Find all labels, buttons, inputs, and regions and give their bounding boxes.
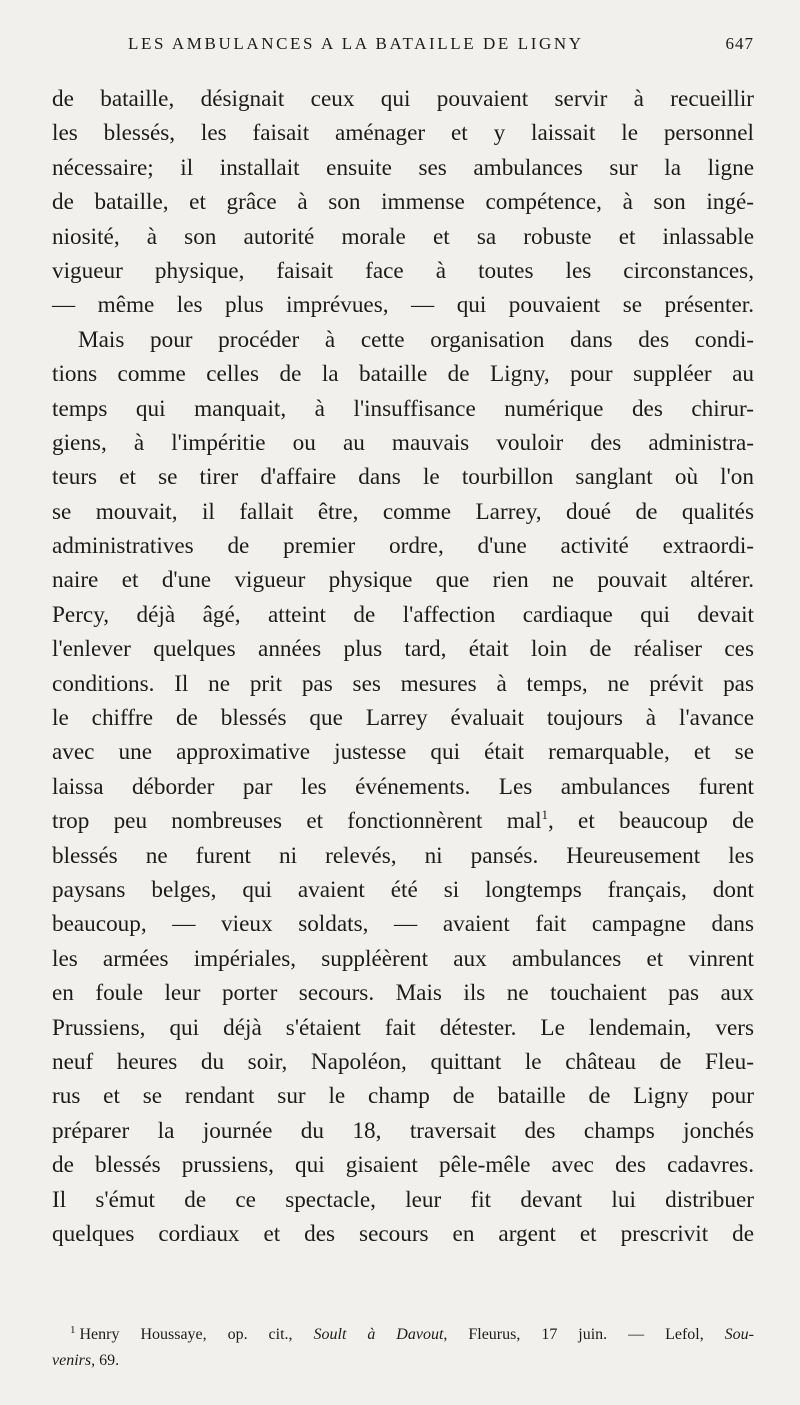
text-line-with-footnote-ref [52, 804, 754, 838]
text-line: en foule leur porter secours. Mais ils ne touchaient pas aux [52, 980, 754, 1007]
footnote [52, 1322, 754, 1374]
text-line: beaucoup, — vieux soldats, — avaient fait campagne dans [52, 911, 754, 938]
running-head [128, 34, 754, 62]
text-line: les armées impériales, suppléèrent aux ambulances et vinrent [52, 945, 754, 972]
text-line: — même les plus imprévues, — qui pouvaient se présenter. [52, 292, 754, 319]
paragraph-first-line: Mais pour procéder à cette organisation dans des condi- [78, 326, 754, 353]
text-line: les blessés, les faisait aménager et y laissait le personnel [52, 120, 754, 147]
text-segment: , et beaucoup de [548, 808, 754, 835]
footnote-work-title: Sou- [724, 1326, 754, 1343]
text-line: préparer la journée du 18, traversait des champs jonchés [52, 1117, 754, 1144]
text-line: niosité, à son autorité morale et sa robuste et inlassable [52, 223, 754, 250]
text-line: administratives de premier ordre, d'une activité extraordi- [52, 533, 754, 560]
text-line: avec une approximative justesse qui était remarquable, et se [52, 739, 754, 766]
text-segment: trop peu nombreuses et fonctionnèrent mal [52, 808, 542, 835]
text-line: le chiffre de blessés que Larrey évaluait toujours à l'avance [52, 705, 754, 732]
text-line: Percy, déjà âgé, atteint de l'affection cardiaque qui devait [52, 601, 754, 628]
page-number: 647 [725, 34, 754, 53]
footnote-work-title: venirs [52, 1352, 92, 1369]
footnote-work-title: Soult à Davout [313, 1326, 444, 1343]
text-line: naire et d'une vigueur physique que rien ne pouvait altérer. [52, 567, 754, 594]
text-line: nécessaire; il installait ensuite ses ambulances sur la ligne [52, 154, 754, 181]
text-line: giens, à l'impéritie ou au mauvais vouloir des administra- [52, 429, 754, 456]
text-line: de bataille, désignait ceux qui pouvaient servir à recueillir [52, 86, 754, 112]
text-line: l'enlever quelques années plus tard, était loin de réaliser ces [52, 636, 754, 663]
text-line: de bataille, et grâce à son immense compétence, à son ingé- [52, 189, 754, 216]
footnote-marker: 1 [70, 1324, 76, 1336]
footnote-line [52, 1348, 754, 1374]
text-line: blessés ne furent ni relevés, ni pansés. Heureusement les [52, 842, 754, 869]
text-line: tions comme celles de la bataille de Ligny, pour suppléer au [52, 361, 754, 388]
footnote-reference[interactable]: 1 [541, 807, 549, 823]
text-line: quelques cordiaux et des secours en argent et prescrivit de [52, 1220, 754, 1247]
text-line: paysans belges, qui avaient été si longtemps français, dont [52, 876, 754, 903]
text-line: temps qui manquait, à l'insuffisance numérique des chirur- [52, 395, 754, 422]
footnote-text: , Fleurus, 17 juin. — Lefol, [443, 1326, 725, 1343]
text-line: laissa déborder par les événements. Les ambulances furent [52, 773, 754, 800]
text-line: Prussiens, qui déjà s'étaient fait détester. Le lendemain, vers [52, 1014, 754, 1041]
text-line: vigueur physique, faisait face à toutes les circonstances, [52, 257, 754, 284]
footnote-text: Henry Houssaye, op. cit., [79, 1326, 314, 1343]
body-text [52, 82, 754, 1251]
text-line: conditions. Il ne prit pas ses mesures à temps, ne prévit pas [52, 670, 754, 697]
text-line: se mouvait, il fallait être, comme Larrey, doué de qualités [52, 498, 754, 525]
text-line: neuf heures du soir, Napoléon, quittant le château de Fleu- [52, 1048, 754, 1075]
footnote-text: , 69. [91, 1352, 120, 1369]
text-line: Il s'émut de ce spectacle, leur fit devant lui distribuer [52, 1186, 754, 1213]
text-line: rus et se rendant sur le champ de bataille de Ligny pour [52, 1083, 754, 1110]
running-title: LES AMBULANCES A LA BATAILLE DE LIGNY [128, 34, 584, 53]
text-line: de blessés prussiens, qui gisaient pêle-mêle avec des cadavres. [52, 1152, 754, 1179]
footnote-line [52, 1322, 754, 1348]
text-line: teurs et se tirer d'affaire dans le tourbillon sanglant où l'on [52, 464, 754, 491]
